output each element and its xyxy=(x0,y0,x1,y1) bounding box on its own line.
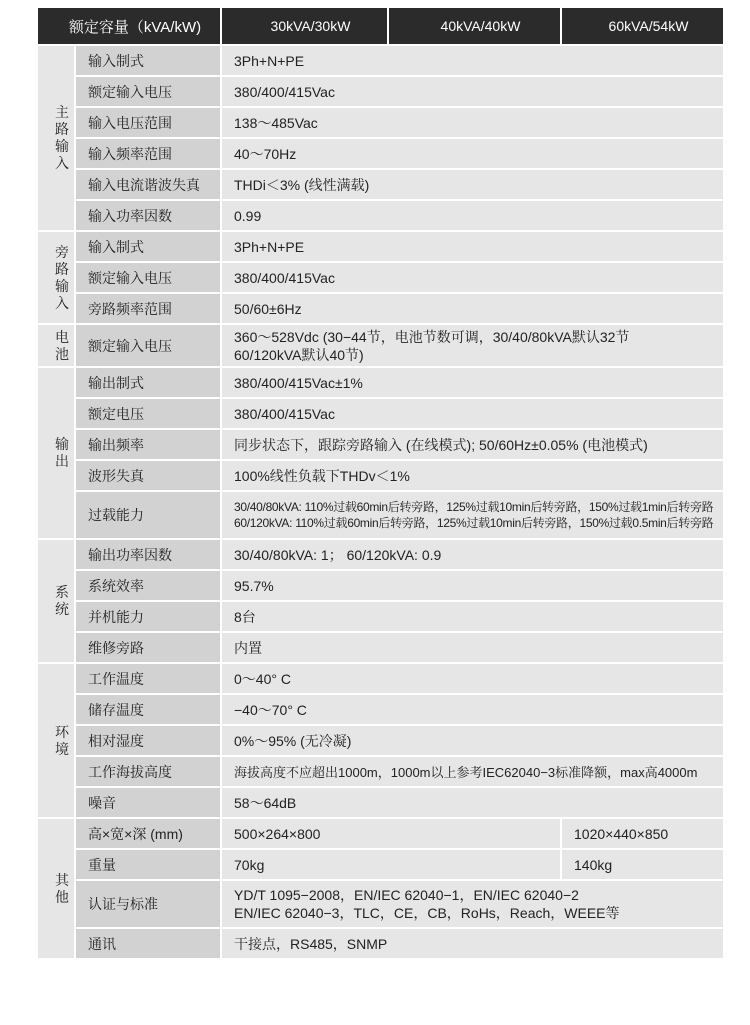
group-system: 系统 xyxy=(38,540,74,662)
header-model-60kva: 60kVA/54kW xyxy=(562,8,723,44)
row-label: 通讯 xyxy=(76,929,220,958)
row-value: 138～485Vac xyxy=(222,108,723,137)
row-value: 380/400/415Vac xyxy=(222,399,723,428)
row-value: 3Ph+N+PE xyxy=(222,46,723,75)
row-label: 输入电压范围 xyxy=(76,108,220,137)
row-value: 500×264×800 xyxy=(222,819,560,848)
row-value: −40～70° C xyxy=(222,695,723,724)
row-label: 波形失真 xyxy=(76,461,220,490)
row-value-line: 60/120kVA默认40节) xyxy=(234,346,364,363)
row-value: 380/400/415Vac xyxy=(222,263,723,292)
row-value xyxy=(222,325,723,366)
row-value-line: 360～528Vdc (30−44节，电池节数可调，30/40/80kVA默认32节 xyxy=(234,328,630,345)
row-label: 额定输入电压 xyxy=(76,325,220,366)
row-label: 输出功率因数 xyxy=(76,540,220,569)
row-label: 过载能力 xyxy=(76,492,220,538)
row-label: 工作海拔高度 xyxy=(76,757,220,786)
row-value: 30/40/80kVA: 1； 60/120kVA: 0.9 xyxy=(222,540,723,569)
header-rated-capacity: 额定容量（kVA/kW) xyxy=(38,8,220,44)
header-model-40kva: 40kVA/40kW xyxy=(389,8,560,44)
row-value: 70kg xyxy=(222,850,560,879)
row-value: 3Ph+N+PE xyxy=(222,232,723,261)
row-value: 0～40° C xyxy=(222,664,723,693)
row-value-line: EN/IEC 62040−3，TLC，CE，CB，RoHs，Reach，WEEE等 xyxy=(234,905,620,921)
row-value: 8台 xyxy=(222,602,723,631)
row-value: 58～64dB xyxy=(222,788,723,817)
row-label: 输入电流谐波失真 xyxy=(76,170,220,199)
row-label: 工作温度 xyxy=(76,664,220,693)
row-value: 内置 xyxy=(222,633,723,662)
row-label: 噪音 xyxy=(76,788,220,817)
row-label: 额定输入电压 xyxy=(76,77,220,106)
row-label: 高×宽×深 (mm) xyxy=(76,819,220,848)
row-label: 认证与标准 xyxy=(76,881,220,927)
row-value: 100%线性负载下THDv＜1% xyxy=(222,461,723,490)
group-other: 其他 xyxy=(38,819,74,958)
header-model-30kva: 30kVA/30kW xyxy=(222,8,387,44)
row-value xyxy=(222,492,723,538)
row-value-line: 60/120kVA: 110%过载60min后转旁路，125%过载10min后转旁路，150%过载0.5min后转旁路 xyxy=(234,516,714,530)
row-value xyxy=(222,881,723,927)
group-environment: 环境 xyxy=(38,664,74,817)
row-value: 海拔高度不应超出1000m，1000m以上参考IEC62040−3标准降额，max高4000m xyxy=(222,757,723,786)
row-label: 重量 xyxy=(76,850,220,879)
row-label: 输入功率因数 xyxy=(76,201,220,230)
row-label: 额定输入电压 xyxy=(76,263,220,292)
group-battery: 电池 xyxy=(38,325,74,366)
row-value: 1020×440×850 xyxy=(562,819,723,848)
group-output: 输出 xyxy=(38,368,74,538)
spec-table xyxy=(36,6,725,960)
row-value: 同步状态下，跟踪旁路输入 (在线模式); 50/60Hz±0.05% (电池模式) xyxy=(222,430,723,459)
row-label: 输出制式 xyxy=(76,368,220,397)
row-value: 140kg xyxy=(562,850,723,879)
row-value: 0.99 xyxy=(222,201,723,230)
row-label: 输入制式 xyxy=(76,46,220,75)
group-main-input: 主路输入 xyxy=(38,46,74,230)
row-label: 旁路频率范围 xyxy=(76,294,220,323)
row-label: 输入制式 xyxy=(76,232,220,261)
row-value: 380/400/415Vac xyxy=(222,77,723,106)
row-label: 输入频率范围 xyxy=(76,139,220,168)
row-value-line: 30/40/80kVA: 110%过载60min后转旁路，125%过载10min后转旁路，150%过载1min后转旁路 xyxy=(234,500,714,514)
row-label: 并机能力 xyxy=(76,602,220,631)
row-label: 输出频率 xyxy=(76,430,220,459)
row-value: 95.7% xyxy=(222,571,723,600)
row-value: 380/400/415Vac±1% xyxy=(222,368,723,397)
row-label: 储存温度 xyxy=(76,695,220,724)
row-value: 50/60±6Hz xyxy=(222,294,723,323)
row-label: 系统效率 xyxy=(76,571,220,600)
row-value: 干接点，RS485，SNMP xyxy=(222,929,723,958)
row-label: 维修旁路 xyxy=(76,633,220,662)
row-value: 40～70Hz xyxy=(222,139,723,168)
row-label: 额定电压 xyxy=(76,399,220,428)
row-value: 0%～95% (无冷凝) xyxy=(222,726,723,755)
group-bypass-input: 旁路输入 xyxy=(38,232,74,323)
row-value-line: YD/T 1095−2008，EN/IEC 62040−1，EN/IEC 62040−2 xyxy=(234,887,579,903)
row-value: THDi＜3% (线性满载) xyxy=(222,170,723,199)
row-label: 相对湿度 xyxy=(76,726,220,755)
